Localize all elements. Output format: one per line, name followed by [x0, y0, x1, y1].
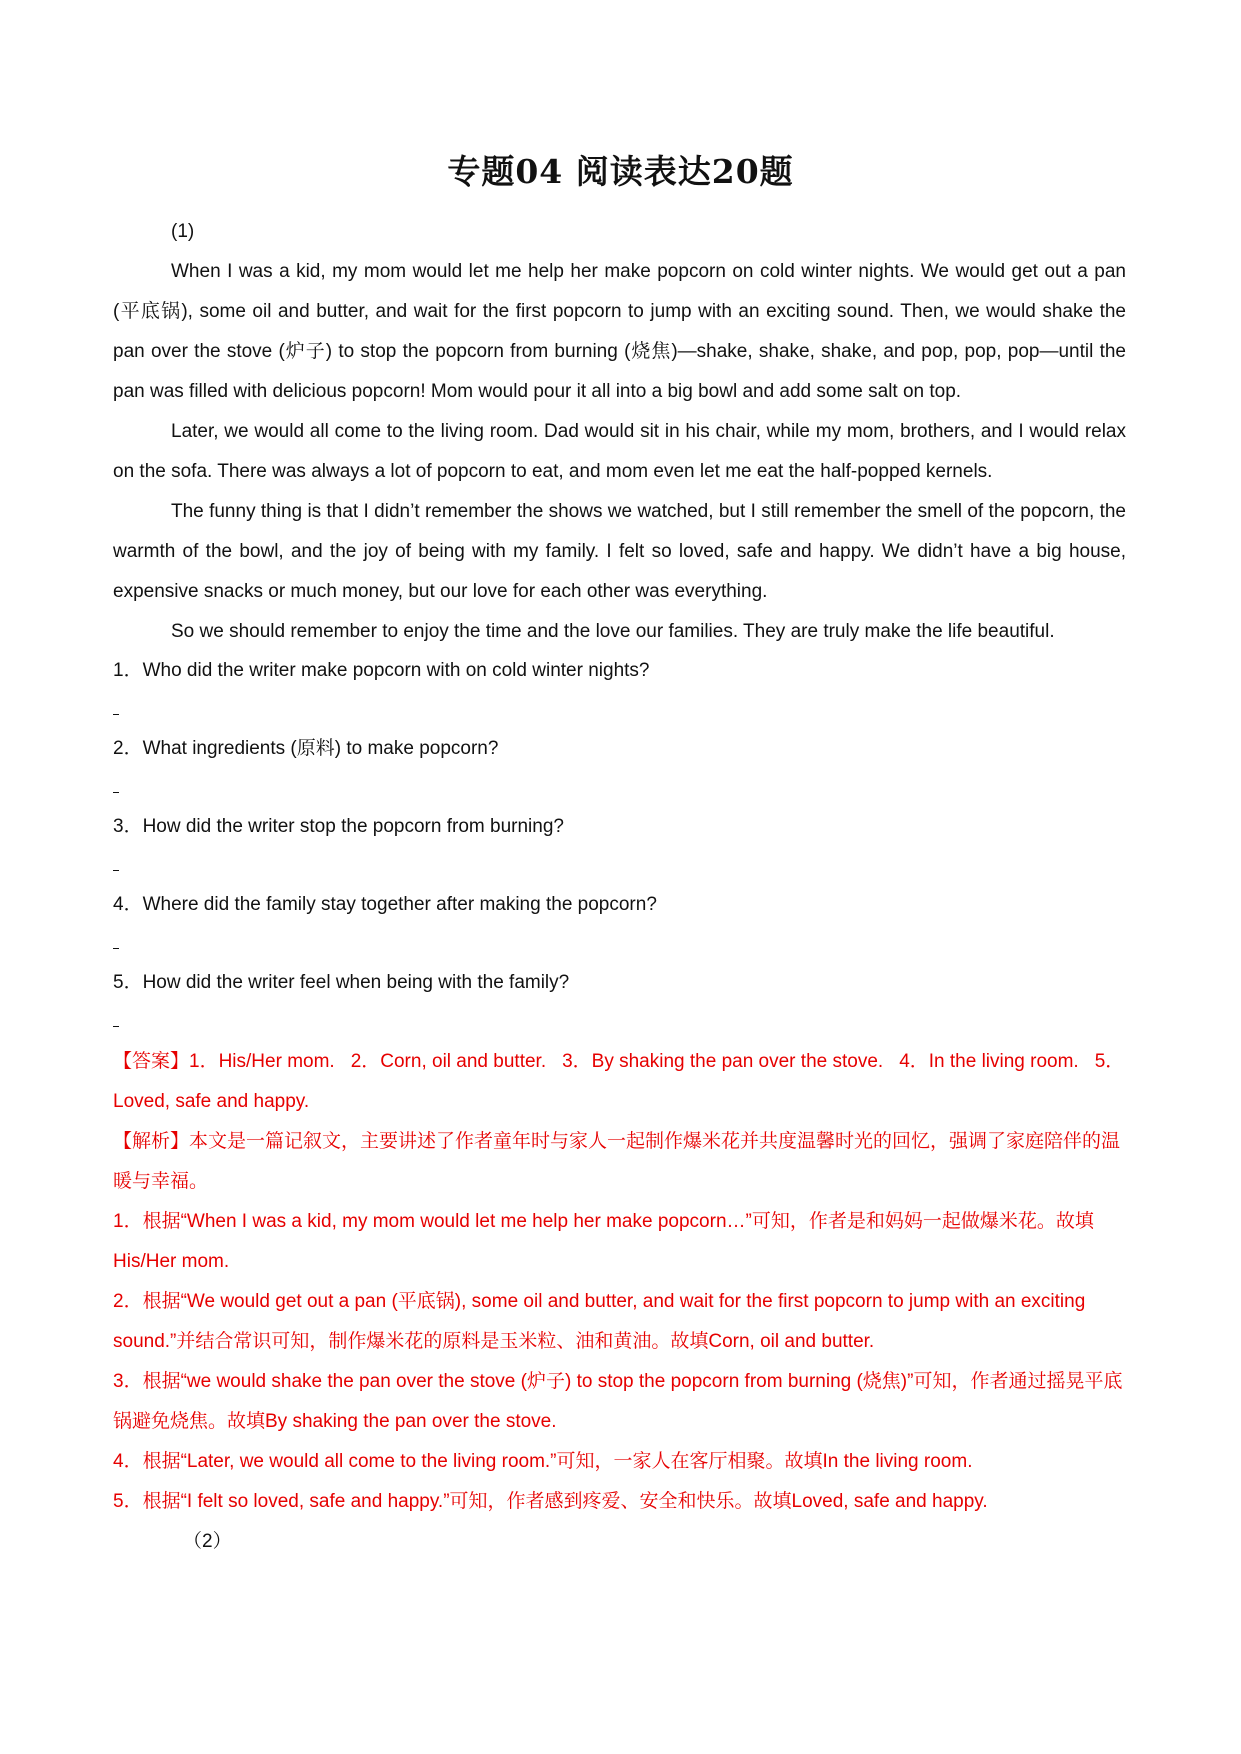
- answer-item: 1．His/Her mom.: [189, 1051, 335, 1072]
- answer-blank: [113, 768, 1126, 808]
- analysis-item: 5．根据“I felt so loved, safe and happy.”可知，作者感到疼爱、安全和快乐。故填Loved, safe and happy.: [113, 1491, 988, 1512]
- section-label: （2）: [183, 1531, 232, 1552]
- passage-paragraph: Later, we would all come to the living room. Dad would sit in his chair, while my mom, brothers, and I would relax on the sofa. There was always a lot of popcorn to eat, and mom even let me eat the half-popped kernels.: [113, 421, 1126, 482]
- question: 2．What ingredients (原料) to make popcorn?: [113, 738, 499, 759]
- answer-tag: 【答案】: [113, 1051, 190, 1072]
- passage-paragraph: So we should remember to enjoy the time and the love our families. They are truly make the life beautiful.: [171, 621, 1055, 642]
- passage-paragraph: When I was a kid, my mom would let me help her make popcorn on cold winter nights. We would get out a pan (平底锅), some oil and butter, and wait for the first popcorn to jump with an exciting sound. Then, we would shake the pan over the stove (炉子) to stop the popcorn from burning (烧焦)—shake, shake, shake, and pop, pop, pop—until the pan was filled with delicious popcorn! Mom would pour it all into a big bowl and add some salt on top.: [113, 261, 1126, 402]
- document-title: 专题04 阅读表达20题: [447, 152, 794, 191]
- section-label: (1): [171, 221, 195, 242]
- answer-item: 4．In the living room.: [899, 1051, 1079, 1072]
- answer-blank: [113, 690, 1126, 730]
- question: 3．How did the writer stop the popcorn from burning?: [113, 816, 564, 837]
- analysis-item: 4．根据“Later, we would all come to the living room.”可知，一家人在客厅相聚。故填In the living room.: [113, 1451, 973, 1472]
- analysis-item: 2．根据“We would get out a pan (平底锅), some oil and butter, and wait for the first popcorn to jump with an exciting sound.”并结合常识可知，制作爆米花的原料是玉米粒、油和黄油。故填Corn, oil and butter.: [113, 1291, 1086, 1352]
- analysis-tag: 【解析】: [113, 1131, 190, 1152]
- question: 1．Who did the writer make popcorn with on cold winter nights?: [113, 660, 650, 681]
- answer-blank: [113, 1002, 1126, 1042]
- answer-block: [113, 1042, 1126, 1122]
- answer-blank: [113, 924, 1126, 964]
- analysis-summary-text: 本文是一篇记叙文，主要讲述了作者童年时与家人一起制作爆米花并共度温馨时光的回忆，强调了家庭陪伴的温暖与幸福。: [113, 1131, 1121, 1192]
- analysis-item: 3．根据“we would shake the pan over the stove (炉子) to stop the popcorn from burning (烧焦)”可知，作者通过摇晃平底锅避免烧焦。故填By shaking the pan over the stove.: [113, 1371, 1123, 1432]
- answer-item: 3．By shaking the pan over the stove.: [562, 1051, 884, 1072]
- answer-item: 5．Loved, safe and happy.: [113, 1051, 1125, 1112]
- analysis-summary: [113, 1122, 1126, 1202]
- analysis-item: 1．根据“When I was a kid, my mom would let me help her make popcorn…”可知，作者是和妈妈一起做爆米花。故填His/Her mom.: [113, 1211, 1094, 1272]
- document-body: [113, 212, 1126, 1562]
- question: 4．Where did the family stay together after making the popcorn?: [113, 894, 657, 915]
- question: 5．How did the writer feel when being with the family?: [113, 972, 570, 993]
- answer-item: 2．Corn, oil and butter.: [350, 1051, 547, 1072]
- passage-paragraph: The funny thing is that I didn’t remember the shows we watched, but I still remember the smell of the popcorn, the warmth of the bowl, and the joy of being with my family. I felt so loved, safe and happy. We didn’t have a big house, expensive snacks or much money, but our love for each other was everything.: [113, 501, 1126, 602]
- answer-blank: [113, 846, 1126, 886]
